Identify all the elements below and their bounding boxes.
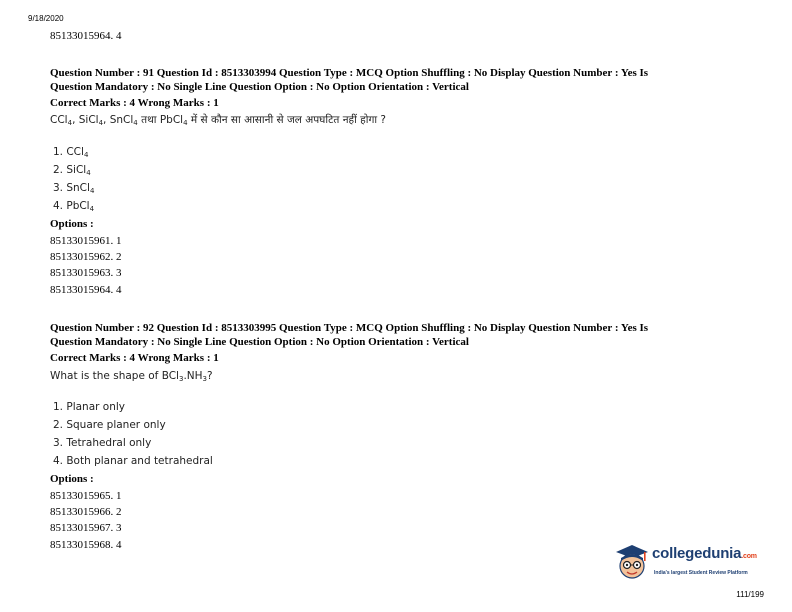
- collegedunia-logo: [614, 543, 764, 587]
- page-number: 111/199: [736, 590, 764, 599]
- q92-choice-3: 3. Tetrahedral only: [53, 437, 152, 449]
- logo-wordmark: collegedunia.com: [652, 545, 757, 562]
- q92-options-title: Options :: [50, 473, 94, 485]
- q92-option-3: 85133015967. 3: [50, 522, 122, 534]
- logo-tagline: India's largest Student Review Platform: [654, 570, 748, 576]
- q92-option-1: 85133015965. 1: [50, 490, 122, 502]
- q92-meta-line-2: Question Mandatory : No Single Line Question Option : No Option Orientation : Vertical: [50, 336, 469, 348]
- mascot-icon: [614, 543, 650, 583]
- q91-option-4: 85133015964. 4: [50, 284, 122, 296]
- q91-option-1: 85133015961. 1: [50, 235, 122, 247]
- q91-marks: Correct Marks : 4 Wrong Marks : 1: [50, 97, 219, 109]
- q92-choice-2: 2. Square planer only: [53, 419, 166, 431]
- q91-choice-2: 2. SiCl$_4$: [53, 164, 91, 177]
- q91-meta-line-2: Question Mandatory : No Single Line Question Option : No Option Orientation : Vertical: [50, 81, 469, 93]
- q91-choice-4: 4. PbCl$_4$: [53, 200, 95, 213]
- q92-meta-line-1: Question Number : 92 Question Id : 8513303995 Question Type : MCQ Option Shuffling : No Display Question Number : Yes Is: [50, 322, 649, 334]
- q92-option-2: 85133015966. 2: [50, 506, 122, 518]
- q91-choice-1: 1. CCl$_4$: [53, 146, 89, 159]
- q92-choice-4: 4. Both planar and tetrahedral: [53, 455, 213, 467]
- q92-option-4: 85133015968. 4: [50, 539, 122, 551]
- q91-option-2: 85133015962. 2: [50, 251, 122, 263]
- q91-options-title: Options :: [50, 218, 94, 230]
- q92-choice-1: 1. Planar only: [53, 401, 125, 413]
- q91-choice-3: 3. SnCl$_4$: [53, 182, 95, 195]
- q92-question-text: What is the shape of $BCl_3.NH_3$?: [50, 370, 213, 383]
- q92-marks: Correct Marks : 4 Wrong Marks : 1: [50, 352, 219, 364]
- previous-option-line: 85133015964. 4: [50, 30, 122, 42]
- print-date: 9/18/2020: [28, 14, 64, 23]
- q91-option-3: 85133015963. 3: [50, 267, 122, 279]
- q91-meta-line-1: Question Number : 91 Question Id : 8513303994 Question Type : MCQ Option Shuffling : No Display Question Number : Yes Is: [50, 67, 649, 79]
- q91-question-text: CCl$_4$, SiCl$_4$, SnCl$_4$ तथा PbCl$_4$ में से कौन सा आसानी से जल अपघटित नहीं होगा ?: [50, 114, 387, 127]
